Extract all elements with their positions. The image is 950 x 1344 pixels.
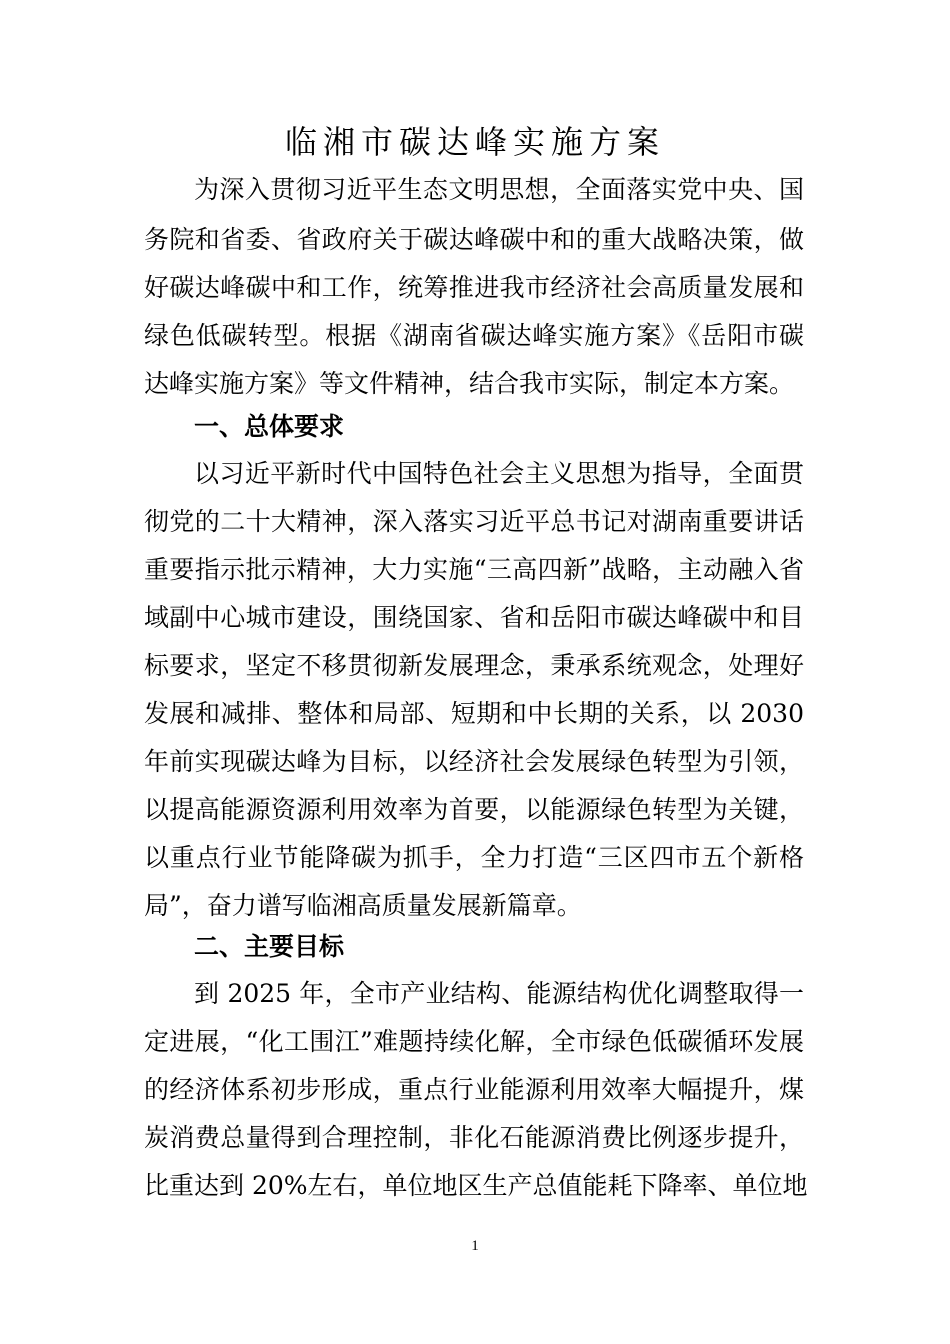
section1-line: 年前实现碳达峰为目标，以经济社会发展绿色转型为引领， [144, 747, 804, 776]
intro-line: 好碳达峰碳中和工作，统筹推进我市经济社会高质量发展和 [144, 273, 804, 302]
document-title: 临湘市碳达峰实施方案 [284, 123, 665, 161]
page-number: 1 [471, 1238, 479, 1254]
section1-line: 发展和减排、整体和局部、短期和中长期的关系，以 2030 [144, 699, 804, 728]
section1-line: 以习近平新时代中国特色社会主义思想为指导，全面贯 [194, 459, 804, 488]
section1-line: 局”，奋力谱写临湘高质量发展新篇章。 [144, 891, 582, 920]
intro-line: 为深入贯彻习近平生态文明思想，全面落实党中央、国 [194, 175, 804, 204]
section1-line: 重要指示批示精神，大力实施“三高四新”战略，主动融入省 [144, 555, 804, 584]
section1-line: 以重点行业节能降碳为抓手，全力打造“三区四市五个新格 [144, 843, 804, 872]
section2-line: 到 2025 年，全市产业结构、能源结构优化调整取得一 [194, 979, 804, 1008]
section-heading-overall-requirements: 一、总体要求 [194, 412, 345, 441]
section2-line: 炭消费总量得到合理控制，非化石能源消费比例逐步提升， [144, 1123, 804, 1152]
intro-line: 务院和省委、省政府关于碳达峰碳中和的重大战略决策，做 [144, 225, 804, 254]
section1-line: 域副中心城市建设，围绕国家、省和岳阳市碳达峰碳中和目 [144, 603, 804, 632]
intro-line: 达峰实施方案》等文件精神，结合我市实际，制定本方案。 [144, 369, 795, 398]
section2-line: 比重达到 20%左右，单位地区生产总值能耗下降率、单位地 [144, 1171, 808, 1200]
intro-line: 绿色低碳转型。根据《湖南省碳达峰实施方案》《岳阳市碳 [144, 321, 804, 350]
section2-line: 的经济体系初步形成，重点行业能源利用效率大幅提升，煤 [144, 1075, 804, 1104]
section1-line: 彻党的二十大精神，深入落实习近平总书记对湖南重要讲话 [144, 507, 804, 536]
section1-line: 标要求，坚定不移贯彻新发展理念，秉承系统观念，处理好 [144, 651, 804, 680]
section2-line: 定进展，“化工围江”难题持续化解，全市绿色低碳循环发展 [144, 1027, 804, 1056]
section-heading-main-targets: 二、主要目标 [194, 932, 345, 961]
section1-line: 以提高能源资源利用效率为首要，以能源绿色转型为关键， [144, 795, 804, 824]
